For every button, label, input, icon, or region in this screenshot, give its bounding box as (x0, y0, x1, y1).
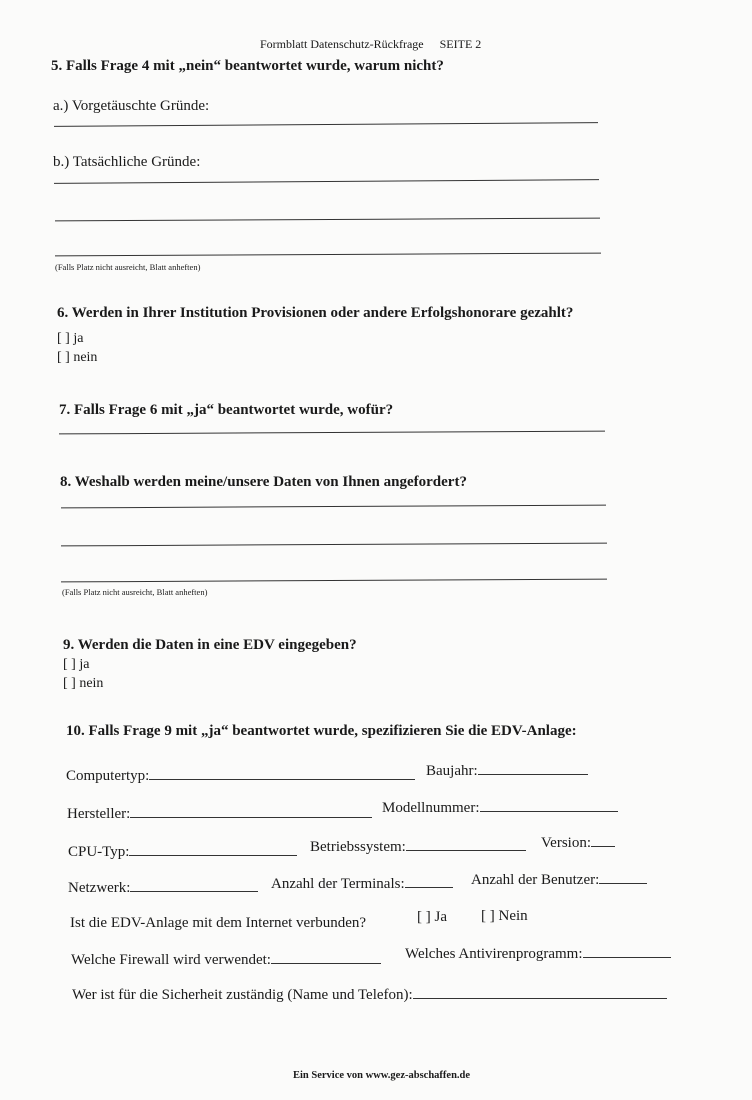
answer-line-7[interactable] (59, 431, 605, 435)
cpu-typ-label: CPU-Typ: (68, 844, 130, 860)
question-10-title: 10. Falls Frage 9 mit „ja“ beantwortet wurde, spezifizieren Sie die EDV-Anlage: (66, 723, 577, 739)
sicherheit-label: Wer ist für die Sicherheit zuständig (Name und Telefon): (72, 987, 413, 1003)
version-field[interactable] (591, 834, 615, 847)
question-5a-label: a.) Vorgetäuschte Gründe: (53, 98, 210, 114)
answer-line-8-1[interactable] (61, 505, 606, 509)
benutzer-field[interactable] (599, 871, 647, 884)
terminals-field[interactable] (405, 875, 453, 888)
betriebssystem-field[interactable] (406, 838, 526, 851)
computertyp-label: Computertyp: (66, 768, 150, 784)
terminals-label: Anzahl der Terminals: (271, 876, 405, 892)
firewall-label: Welche Firewall wird verwendet: (71, 952, 271, 968)
answer-line-5b-1[interactable] (54, 179, 599, 184)
answer-line-5b-2[interactable] (55, 218, 600, 222)
question-5-note: (Falls Platz nicht ausreicht, Blatt anheften) (55, 262, 201, 272)
answer-line-8-3[interactable] (61, 579, 607, 583)
question-7-title: 7. Falls Frage 6 mit „ja“ beantwortet wurde, wofür? (59, 402, 394, 418)
internet-question: Ist die EDV-Anlage mit dem Internet verbunden? (70, 915, 367, 931)
question-5-title: 5. Falls Frage 4 mit „nein“ beantwortet wurde, warum nicht? (51, 58, 444, 74)
question-9-option-nein[interactable]: [ ] nein (63, 676, 104, 691)
sicherheit-field[interactable] (413, 986, 667, 999)
answer-line-5b-3[interactable] (55, 253, 601, 257)
betriebssystem-label: Betriebssystem: (310, 839, 406, 855)
version-label: Version: (541, 835, 591, 851)
antivirus-field[interactable] (583, 945, 671, 958)
header-title: Formblatt Datenschutz-Rückfrage (260, 37, 424, 51)
question-6-option-nein[interactable]: [ ] nein (57, 350, 98, 365)
hersteller-field[interactable] (130, 805, 372, 818)
row-firewall (71, 951, 381, 969)
cpu-typ-field[interactable] (129, 843, 297, 856)
hersteller-label: Hersteller: (67, 806, 131, 822)
row-antivirus (405, 945, 671, 963)
header-page-number: SEITE 2 (439, 37, 482, 51)
netzwerk-field[interactable] (130, 879, 258, 892)
modellnummer-label: Modellnummer: (382, 800, 480, 816)
question-8-title: 8. Weshalb werden meine/unsere Daten von Ihnen angefordert? (60, 474, 467, 490)
row-netzwerk (68, 879, 258, 897)
row-version (541, 834, 615, 852)
baujahr-label: Baujahr: (426, 763, 478, 779)
internet-option-nein[interactable]: [ ] Nein (481, 908, 528, 924)
internet-option-ja[interactable]: [ ] Ja (417, 909, 447, 925)
footer-service-text: Ein Service von www.gez-abschaffen.de (293, 1070, 471, 1081)
row-betriebssystem (310, 838, 526, 856)
row-terminals (271, 875, 453, 893)
row-sicherheit (72, 986, 667, 1004)
answer-line-8-2[interactable] (61, 543, 607, 547)
question-9-option-ja[interactable]: [ ] ja (63, 657, 90, 672)
page-header (260, 37, 481, 52)
answer-line-5a[interactable] (54, 122, 598, 127)
row-computertyp (66, 767, 415, 785)
baujahr-field[interactable] (478, 762, 588, 775)
question-6-option-ja[interactable]: [ ] ja (57, 331, 84, 346)
row-cpu-typ (68, 843, 297, 861)
question-8-note: (Falls Platz nicht ausreicht, Blatt anheften) (62, 587, 208, 597)
row-hersteller (67, 805, 372, 823)
question-6-title: 6. Werden in Ihrer Institution Provisionen oder andere Erfolgshonorare gezahlt? (57, 305, 574, 321)
antivirus-label: Welches Antivirenprogramm: (405, 946, 583, 962)
netzwerk-label: Netzwerk: (68, 880, 131, 896)
row-baujahr (426, 762, 588, 780)
computertyp-field[interactable] (149, 767, 415, 780)
row-benutzer (471, 871, 647, 889)
question-9-title: 9. Werden die Daten in eine EDV eingegeben? (63, 637, 357, 653)
row-modellnummer (382, 799, 618, 817)
firewall-field[interactable] (271, 951, 381, 964)
benutzer-label: Anzahl der Benutzer: (471, 872, 600, 888)
modellnummer-field[interactable] (480, 799, 618, 812)
question-5b-label: b.) Tatsächliche Gründe: (53, 154, 201, 170)
